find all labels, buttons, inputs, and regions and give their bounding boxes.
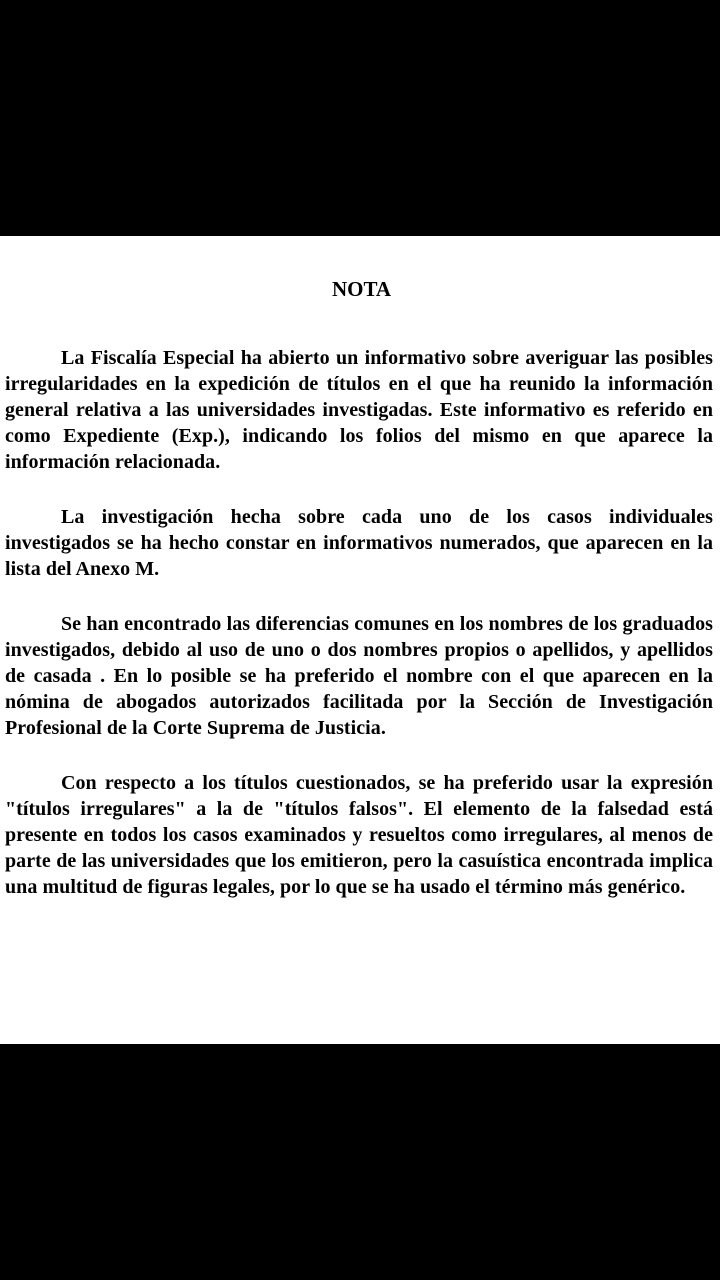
paragraph-1: La Fiscalía Especial ha abierto un informativo sobre averiguar las posibles irregularidades en la expedición de títulos en el que ha reunido la información general relativa a las universidades investigadas. Este informativo es referido en como Expediente (Exp.), indicando los folios del mismo en que aparece la información relacionada. xyxy=(5,347,713,473)
document-page[interactable] xyxy=(0,236,720,1044)
paragraph-4: Con respecto a los títulos cuestionados, se ha preferido usar la expresión "títulos irregulares" a la de "títulos falsos". El elemento de la falsedad está presente en todos los casos examinados y resueltos como irregulares, al menos de parte de las universidades que los emitieron, pero la casuística encontrada implica una multitud de figuras legales, por lo que se ha usado el término más genérico. xyxy=(5,772,713,898)
paragraph-2: La investigación hecha sobre cada uno de los casos individuales investigados se ha hecho constar en informativos numerados, que aparecen en la lista del Anexo M. xyxy=(5,506,713,580)
document-title: NOTA xyxy=(331,277,392,301)
paragraph-3: Se han encontrado las diferencias comunes en los nombres de los graduados investigados, debido al uso de uno o dos nombres propios o apellidos, y apellidos de casada . En lo posible se ha preferido el nombre con el que aparecen en la nómina de abogados autorizados facilitada por la Sección de Investigación Profesional de la Corte Suprema de Justicia. xyxy=(5,613,713,739)
